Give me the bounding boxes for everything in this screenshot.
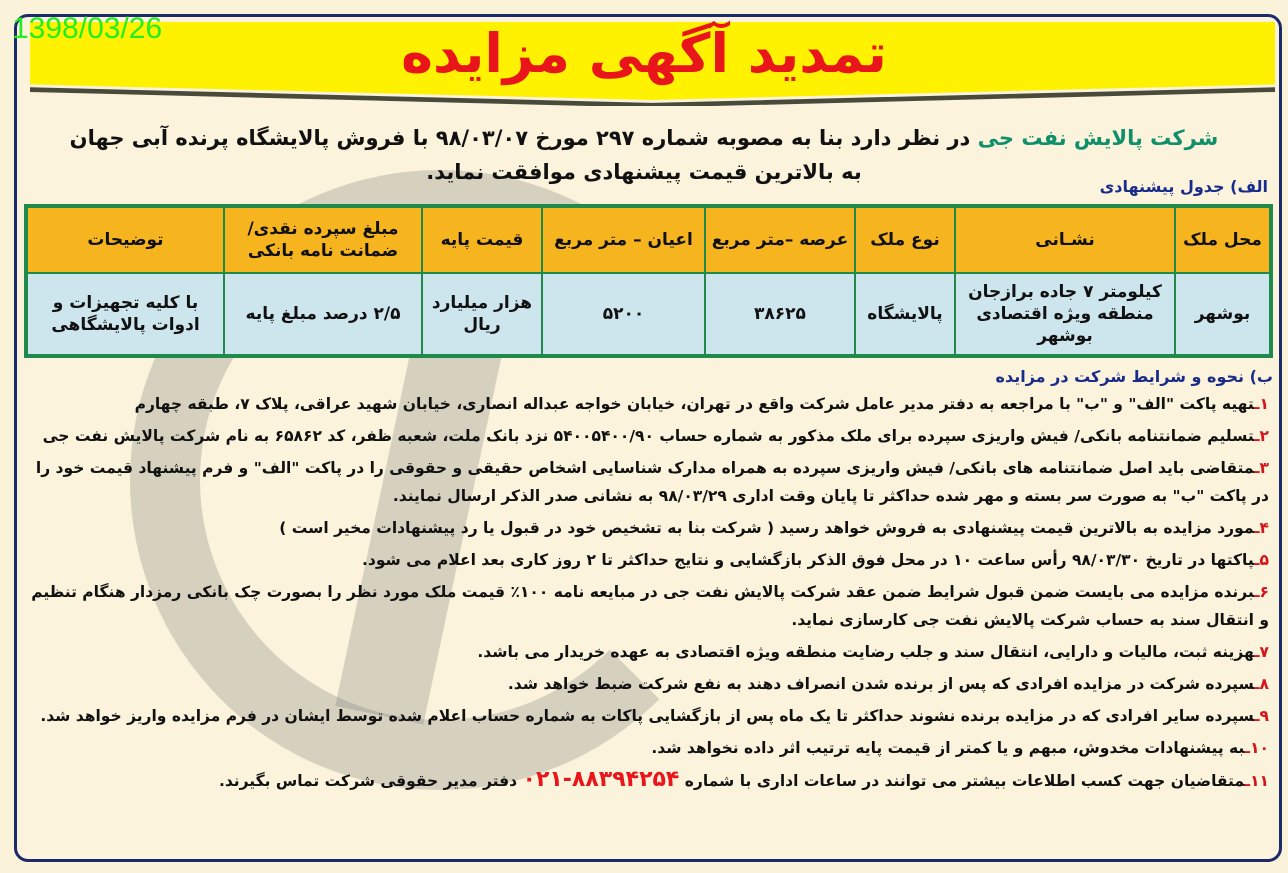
item-text: تهیه پاکت "الف" و "ب" با مراجعه به دفتر مدیر عامل شرکت واقع در تهران، خیابان خواجه عبداله انصاری، خیابان شهید عراقی، پلاک ۷، طبقه چهارم — [134, 395, 1255, 413]
item-number: ۶ـ — [1254, 583, 1269, 601]
col-building-area: اعیان – متر مربع — [542, 206, 705, 273]
intro-line-1 — [0, 124, 1288, 152]
list-item — [24, 578, 1269, 634]
list-item — [24, 390, 1269, 418]
main-content — [24, 204, 1273, 799]
item-number: ۱۰ـ — [1244, 739, 1269, 757]
item-text: متقاضیان جهت کسب اطلاعات بیشتر می توانند در ساعات اداری با شماره — [684, 772, 1245, 790]
section-b-heading: ب) نحوه و شرایط شرکت در مزایده — [995, 367, 1273, 386]
list-item — [24, 454, 1269, 510]
table-header-row — [26, 206, 1271, 273]
cell-address: کیلومتر ۷ جاده برازجان منطقه ویژه اقتصادی بوشهر — [955, 273, 1175, 356]
item-text: به پیشنهادات مخدوش، مبهم و یا کمتر از قیمت پایه ترتیب اثر داده نخواهد شد. — [651, 739, 1245, 757]
list-item — [24, 702, 1269, 730]
col-location: محل ملک — [1175, 206, 1271, 273]
item-number: ۹ـ — [1254, 707, 1269, 725]
cell-notes: با کلیه تجهیزات و ادوات پالایشگاهی — [26, 273, 224, 356]
list-item — [24, 514, 1269, 542]
col-base-price: قیمت پایه — [422, 206, 542, 273]
cell-deposit: ۲/۵ درصد مبلغ پایه — [224, 273, 422, 356]
col-land-area: عرصه –متر مربع — [705, 206, 855, 273]
item-number: ۸ـ — [1254, 675, 1269, 693]
conditions-list — [24, 390, 1269, 795]
col-type: نوع ملک — [855, 206, 955, 273]
list-item — [24, 670, 1269, 698]
item-number: ۴ـ — [1254, 519, 1269, 537]
item-number: ۲ـ — [1254, 427, 1269, 445]
section-a-heading: الف) جدول پیشنهادی — [1099, 177, 1268, 196]
item-number: ۱ـ — [1254, 395, 1269, 413]
intro-line-2-text: به بالاترین قیمت پیشنهادی موافقت نماید. — [426, 160, 862, 184]
col-address: نشـانی — [955, 206, 1175, 273]
item-text-after: دفتر مدیر حقوقی شرکت تماس بگیرند. — [218, 772, 518, 790]
list-item — [24, 638, 1269, 666]
item-text: مورد مزایده به بالاترین قیمت پیشنهادی به فروش خواهد رسید ( شرکت بنا به تشخیص خود در قبول یا رد پیشنهادات مخیر است ) — [279, 519, 1255, 537]
item-text: تسلیم ضمانتنامه بانکی/ فیش واریزی سپرده برای ملک مذکور به شماره حساب ۵۴۰۰۵۴۰۰/۹۰ نزد بانک ملت، شعبه ظفر، کد ۶۵۸۶۲ به نام شرکت پالایش نفت جی — [42, 427, 1255, 445]
list-item — [24, 546, 1269, 574]
table-row — [26, 273, 1271, 356]
item-number: ۳ـ — [1254, 459, 1269, 477]
list-item — [24, 734, 1269, 762]
item-text: هزینه ثبت، مالیات و دارایی، انتقال سند و جلب رضایت منطقه ویژه اقتصادی به عهده خریدار می باشد. — [477, 643, 1255, 661]
item-text: پاکتها در تاریخ ۹۸/۰۳/۳۰ رأس ساعت ۱۰ در محل فوق الذکر بازگشایی و نتایج حداکثر تا ۲ روز کاری بعد اعلام می شود. — [361, 551, 1255, 569]
item-text: متقاضی باید اصل ضمانتنامه های بانکی/ فیش واریزی سپرده به همراه مدارک شناسایی اشخاص حقیقی و حقوقی را در پاکت "الف" و فرم پیشنهاد قیمت خود را در پاکت "ب" به صورت سر بسته و مهر شده حداکثر تا پایان وقت اداری ۹۸/۰۳/۲۹ به نشانی صدر الذکر ارسال نمایند. — [35, 459, 1269, 505]
phone-number: ۰۲۱-۸۸۳۹۴۲۵۴ — [522, 767, 680, 792]
cell-location: بوشهر — [1175, 273, 1271, 356]
item-number: ۵ـ — [1254, 551, 1269, 569]
item-number: ۷ـ — [1254, 643, 1269, 661]
intro-line-2 — [0, 158, 1288, 186]
item-number: ۱۱ـ — [1244, 772, 1269, 790]
cell-base-price: هزار میلیارد ریال — [422, 273, 542, 356]
date-stamp: 1398/03/26 — [12, 12, 163, 45]
item-text: برنده مزایده می بایست ضمن قبول شرایط ضمن عقد شرکت پالایش نفت جی در مبایعه نامه ۱۰۰٪ قیمت ملک مورد نظر را بصورت چک بانکی رمزدار هنگام تنظیم و انتقال سند به حساب شرکت پالایش نفت جی کارسازی نماید. — [31, 583, 1269, 629]
item-text: سپرده سایر افرادی که در مزایده برنده نشوند حداکثر تا یک ماه پس از بازگشایی پاکات به شماره حساب اعلام شده توسط ایشان در فرم مزایده واریز خواهد شد. — [40, 707, 1255, 725]
cell-land-area: ۳۸۶۲۵ — [705, 273, 855, 356]
intro-text: در نظر دارد بنا به مصوبه شماره ۲۹۷ مورخ ۹۸/۰۳/۰۷ با فروش پالایشگاه پرنده آبی جهان — [69, 126, 978, 150]
list-item — [24, 766, 1269, 795]
cell-building-area: ۵۲۰۰ — [542, 273, 705, 356]
col-notes: توضیحات — [26, 206, 224, 273]
list-item — [24, 422, 1269, 450]
cell-type: پالایشگاه — [855, 273, 955, 356]
company-name: شرکت پالایش نفت جی — [977, 126, 1219, 150]
offer-table — [24, 204, 1273, 358]
col-deposit: مبلغ سپرده نقدی/ ضمانت نامه بانکی — [224, 206, 422, 273]
ad-title: تمدید آگهی مزایده — [401, 22, 887, 85]
item-text: سپرده شرکت در مزایده افرادی که پس از برنده شدن انصراف دهند به نفع شرکت ضبط خواهد شد. — [507, 675, 1255, 693]
